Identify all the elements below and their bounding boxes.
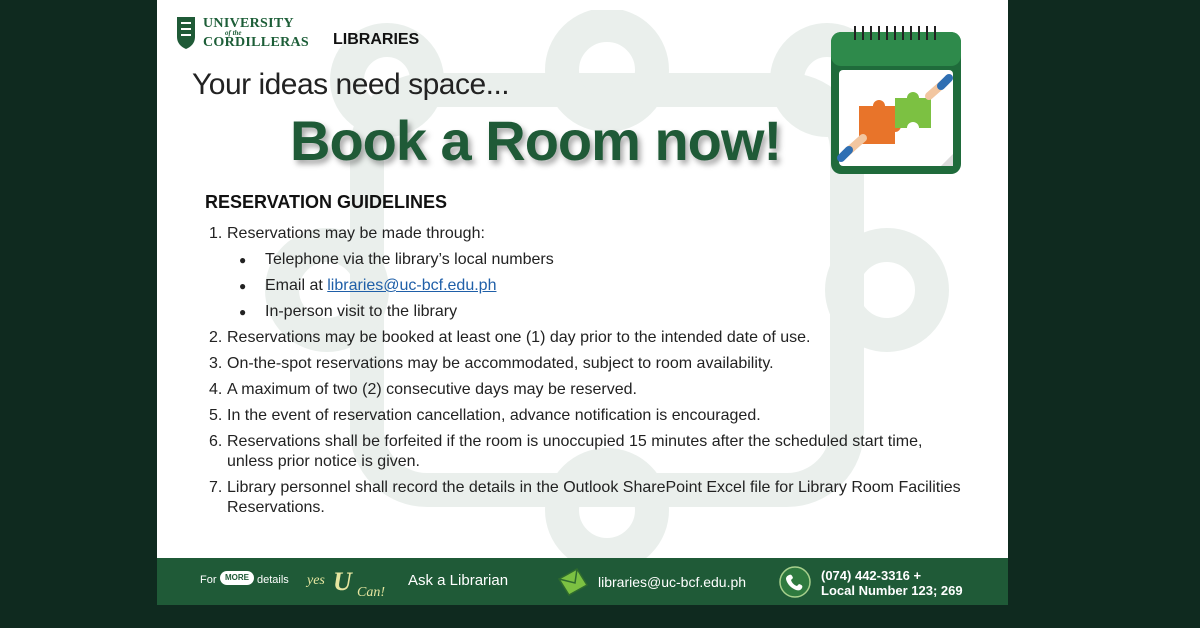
bullet-icon: ● xyxy=(239,305,247,319)
phone-icon xyxy=(779,566,811,598)
calendar-puzzle-icon xyxy=(829,26,963,176)
item-number: 3. xyxy=(209,355,223,372)
footer-email[interactable]: libraries@uc-bcf.edu.ph xyxy=(598,574,747,590)
guidelines-list xyxy=(209,224,969,524)
method-text: In-person visit to the library xyxy=(265,303,458,320)
brand-u: U xyxy=(333,567,352,596)
method-text: Telephone via the library’s local numbers xyxy=(265,251,554,268)
list-item xyxy=(209,380,969,400)
item-number: 2. xyxy=(209,329,223,346)
footer-for-text: For xyxy=(200,574,217,586)
more-badge[interactable]: MORE xyxy=(220,571,254,585)
method-text xyxy=(265,276,496,296)
brand-yes: yes xyxy=(307,573,325,588)
item-text: Reservations may be made through: xyxy=(227,225,485,242)
list-item xyxy=(209,328,969,348)
poster xyxy=(157,0,1008,605)
headline: Book a Room now! xyxy=(290,109,782,172)
university-line3: CORDILLERAS xyxy=(203,35,309,50)
university-line2: of the xyxy=(225,29,242,37)
university-name xyxy=(203,17,309,49)
bullet-icon: ● xyxy=(239,279,247,293)
email-link[interactable]: libraries@uc-bcf.edu.ph xyxy=(327,277,497,294)
guidelines-title: RESERVATION GUIDELINES xyxy=(205,192,448,212)
brand-can: Can! xyxy=(357,585,385,600)
item-number: 6. xyxy=(209,433,223,450)
mail-icon xyxy=(557,567,589,597)
item-number: 7. xyxy=(209,479,223,496)
university-crest-icon xyxy=(175,15,197,51)
ask-librarian-link[interactable]: Ask a Librarian xyxy=(408,572,509,589)
university-logo[interactable] xyxy=(175,15,309,51)
item-number: 1. xyxy=(209,225,223,242)
method-item xyxy=(239,250,969,270)
list-item xyxy=(209,432,969,472)
phone-line1[interactable]: (074) 442-3316 + xyxy=(821,568,922,583)
item-text: Reservations shall be forfeited if the room is unoccupied 15 minutes after the scheduled start time, unless prior notice is given. xyxy=(227,433,923,470)
item-text: Reservations may be booked at least one (1) day prior to the intended date of use. xyxy=(227,329,811,346)
item-number: 5. xyxy=(209,407,223,424)
footer-bar xyxy=(157,558,1008,605)
item-text: On-the-spot reservations may be accommodated, subject to room availability. xyxy=(227,355,774,372)
phone-line2: Local Number 123; 269 xyxy=(821,583,963,598)
item-text: In the event of reservation cancellation, advance notification is encouraged. xyxy=(227,407,761,424)
university-line1: UNIVERSITY xyxy=(203,16,294,31)
footer-phone xyxy=(821,568,963,598)
list-item xyxy=(209,354,969,374)
method-item xyxy=(239,302,969,322)
footer-details-text: details xyxy=(257,574,289,586)
item-number: 4. xyxy=(209,381,223,398)
section-title: LIBRARIES xyxy=(333,31,420,48)
yesucan-logo xyxy=(305,562,401,600)
item-text: A maximum of two (2) consecutive days may be reserved. xyxy=(227,381,637,398)
bullet-icon: ● xyxy=(239,253,247,267)
list-item xyxy=(209,406,969,426)
method-item xyxy=(239,276,969,296)
item-text: Library personnel shall record the details in the Outlook SharePoint Excel file for Library Room Facilities Reservations. xyxy=(227,479,961,516)
email-prefix: Email at xyxy=(265,277,328,294)
tagline: Your ideas need space... xyxy=(192,68,510,101)
list-item xyxy=(209,224,969,244)
list-item xyxy=(209,478,969,518)
